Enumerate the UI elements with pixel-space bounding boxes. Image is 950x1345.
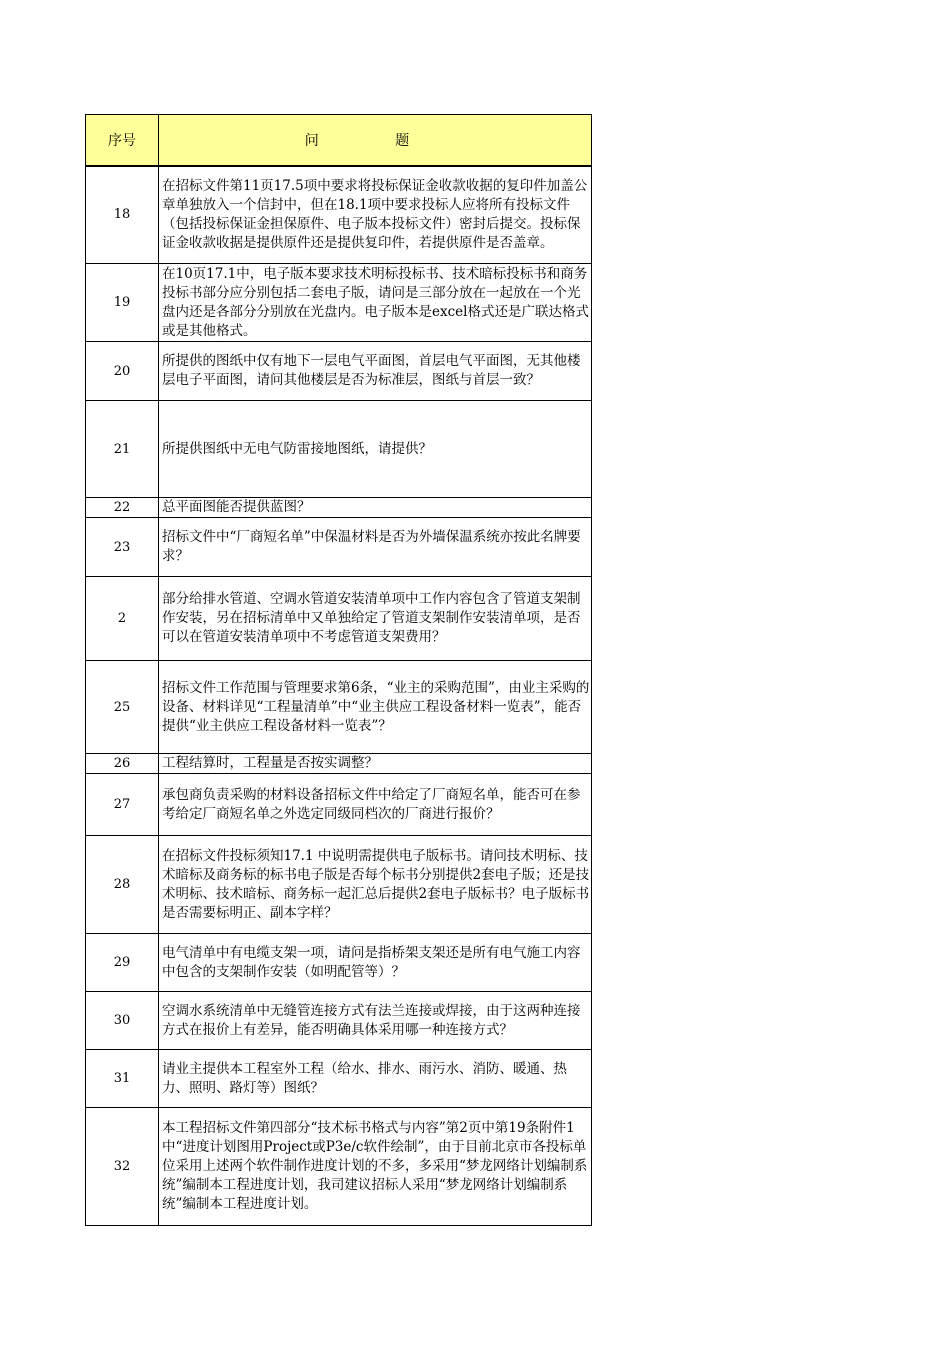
header-question-label: 问 题	[304, 132, 446, 149]
table-row	[86, 1108, 592, 1226]
table-row	[86, 934, 592, 992]
row-number: 28	[86, 836, 159, 934]
table-row	[86, 577, 592, 661]
row-question: 所提供图纸中无电气防雷接地图纸，请提供？	[159, 401, 592, 498]
header-question	[159, 115, 592, 166]
row-number: 22	[86, 498, 159, 518]
row-number: 23	[86, 518, 159, 577]
header-number: 序号	[86, 115, 159, 166]
row-question: 电气清单中有电缆支架一项，请问是指桥架支架还是所有电气施工内容中包含的支架制作安装（如明配管等）？	[159, 934, 592, 992]
row-number: 21	[86, 401, 159, 498]
row-question: 招标文件工作范围与管理要求第6条，“业主的采购范围”，由业主采购的设备、材料详见“工程量清单”中“业主供应工程设备材料一览表”，能否提供“业主供应工程设备材料一览表”？	[159, 661, 592, 754]
row-number: 27	[86, 774, 159, 836]
table-row	[86, 754, 592, 774]
row-question: 在10页17.1中，电子版本要求技术明标投标书、技术暗标投标书和商务投标书部分应分别包括二套电子版，请问是三部分放在一起放在一个光盘内还是各部分分别放在光盘内。电子版本是excel格式还是广联达格式或是其他格式。	[159, 264, 592, 342]
row-number: 20	[86, 342, 159, 401]
table-row	[86, 342, 592, 401]
table-row	[86, 498, 592, 518]
table-row	[86, 774, 592, 836]
question-table	[85, 114, 592, 1226]
table-row	[86, 166, 592, 264]
table-row	[86, 836, 592, 934]
row-question: 本工程招标文件第四部分“技术标书格式与内容”第2页中第19条附件1中“进度计划图用Project或P3e/c软件绘制”，由于目前北京市各投标单位采用上述两个软件制作进度计划的不多，多采用“梦龙网络计划编制系统”编制本工程进度计划，我司建议招标人采用“梦龙网络计划编制系统”编制本工程进度计划。	[159, 1108, 592, 1226]
row-question: 在招标文件投标须知17.1 中说明需提供电子版标书。请问技术明标、技术暗标及商务标的标书电子版是否每个标书分别提供2套电子版；还是技术明标、技术暗标、商务标一起汇总后提供2套电子版标书？电子版标书是否需要标明正、副本字样？	[159, 836, 592, 934]
row-question: 总平面图能否提供蓝图？	[159, 498, 592, 518]
row-question: 空调水系统清单中无缝管连接方式有法兰连接或焊接，由于这两种连接方式在报价上有差异，能否明确具体采用哪一种连接方式？	[159, 992, 592, 1050]
row-question: 招标文件中“厂商短名单”中保温材料是否为外墙保温系统亦按此名牌要求？	[159, 518, 592, 577]
row-number: 26	[86, 754, 159, 774]
row-question: 在招标文件第11页17.5项中要求将投标保证金收款收据的复印件加盖公章单独放入一个信封中，但在18.1项中要求投标人应将所有投标文件（包括投标保证金担保原件、电子版本投标文件）密封后提交。投标保证金收款收据是提供原件还是提供复印件，若提供原件是否盖章。	[159, 166, 592, 264]
table-row	[86, 992, 592, 1050]
row-question: 请业主提供本工程室外工程（给水、排水、雨污水、消防、暖通、热力、照明、路灯等）图纸？	[159, 1050, 592, 1108]
row-number: 29	[86, 934, 159, 992]
table-row	[86, 518, 592, 577]
row-number: 25	[86, 661, 159, 754]
row-question: 所提供的图纸中仅有地下一层电气平面图，首层电气平面图，无其他楼层电子平面图，请问其他楼层是否为标准层，图纸与首层一致？	[159, 342, 592, 401]
table-row	[86, 264, 592, 342]
table-row	[86, 661, 592, 754]
row-number: 31	[86, 1050, 159, 1108]
row-number: 2	[86, 577, 159, 661]
table-row	[86, 1050, 592, 1108]
row-question: 承包商负责采购的材料设备招标文件中给定了厂商短名单，能否可在参考给定厂商短名单之外选定同级同档次的厂商进行报价？	[159, 774, 592, 836]
row-number: 19	[86, 264, 159, 342]
row-question: 工程结算时，工程量是否按实调整？	[159, 754, 592, 774]
row-question: 部分给排水管道、空调水管道安装清单项中工作内容包含了管道支架制作安装，另在招标清单中又单独给定了管道支架制作安装清单项，是否可以在管道安装清单项中不考虑管道支架费用？	[159, 577, 592, 661]
row-number: 30	[86, 992, 159, 1050]
table-row	[86, 401, 592, 498]
row-number: 18	[86, 166, 159, 264]
row-number: 32	[86, 1108, 159, 1226]
table-header-row	[86, 115, 592, 166]
